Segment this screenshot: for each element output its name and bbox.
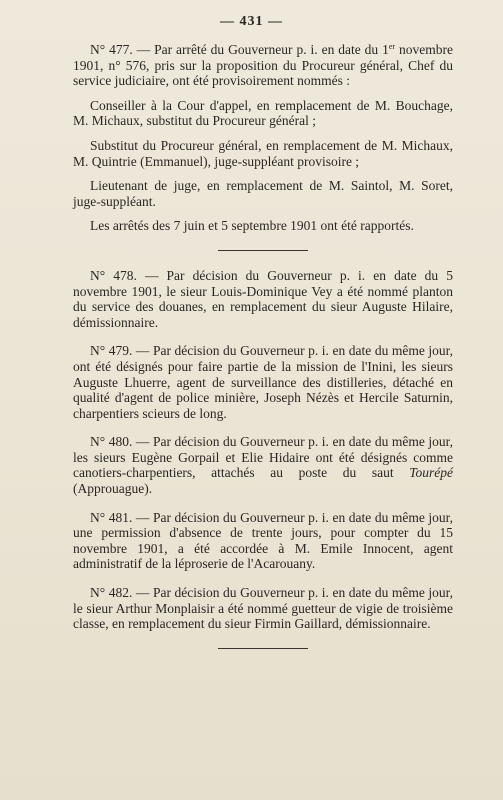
superscript-er: er bbox=[388, 42, 396, 51]
paragraph-477-intro bbox=[73, 42, 453, 89]
text-480-b: (Approuague). bbox=[73, 481, 153, 497]
paragraph-477-lieutenant: Lieutenant de juge, en remplacement de M. Saintol, M. Soret, juge-suppléant. bbox=[73, 178, 453, 209]
text-477-b: novembre 1901, n° 576, pris sur la proposition du Procureur général, Chef du service judiciaire, ont été provisoirement nommés : bbox=[73, 42, 453, 89]
text-480-a: N° 480. — Par décision du Gouverneur p. i. en date du même jour, les sieurs Eugène Gorpail et Elie Hidaire ont été désignés comme canotiers-charpentiers, attachés au poste du saut bbox=[73, 434, 453, 481]
place-name-tourepe: Tourépé bbox=[409, 465, 453, 481]
paragraph-480 bbox=[73, 434, 453, 496]
end-divider bbox=[218, 648, 308, 649]
page-number: — 431 — bbox=[220, 14, 283, 29]
paragraph-477-conseiller: Conseiller à la Cour d'appel, en remplacement de M. Bouchage, M. Michaux, substitut du Procureur général ; bbox=[73, 97, 453, 129]
section-divider bbox=[218, 250, 308, 251]
paragraph-479: N° 479. — Par décision du Gouverneur p. i. en date du même jour, ont été désignés pour faire partie de la mission de l'Inini, les sieurs Auguste Lhuerre, agent de surveillance des distilleries, détaché en qualité d'agent de police minière, Joseph Nézès et Hercile Saturnin, charpentiers scieurs de long. bbox=[73, 343, 453, 421]
paragraph-477-substitut: Substitut du Procureur général, en remplacement de M. Michaux, M. Quintrie (Emmanuel), juge-suppléant provisoire ; bbox=[73, 137, 453, 169]
page-body bbox=[73, 42, 453, 649]
paragraph-482: N° 482. — Par décision du Gouverneur p. i. en date du même jour, le sieur Arthur Monplaisir a été nommé guetteur de vigie de troisième classe, en remplacement du sieur Firmin Gaillard, démissionnaire. bbox=[73, 585, 453, 632]
paragraph-478: N° 478. — Par décision du Gouverneur p. i. en date du 5 novembre 1901, le sieur Louis-Dominique Vey a été nommé planton du service des douanes, en remplacement du sieur Auguste Hilaire, démissionnaire. bbox=[73, 267, 453, 330]
paragraph-481: N° 481. — Par décision du Gouverneur p. i. en date du même jour, une permission d'absence de trente jours, pour compter du 15 novembre 1901, a été accordée à M. Emile Innocent, agent administratif de la léproserie de l'Acarouany. bbox=[73, 509, 453, 572]
paragraph-477-rapportes: Les arrêtés des 7 juin et 5 septembre 1901 ont été rapportés. bbox=[90, 218, 414, 234]
text-477-a: N° 477. — Par arrêté du Gouverneur p. i. en date du 1 bbox=[90, 42, 389, 57]
